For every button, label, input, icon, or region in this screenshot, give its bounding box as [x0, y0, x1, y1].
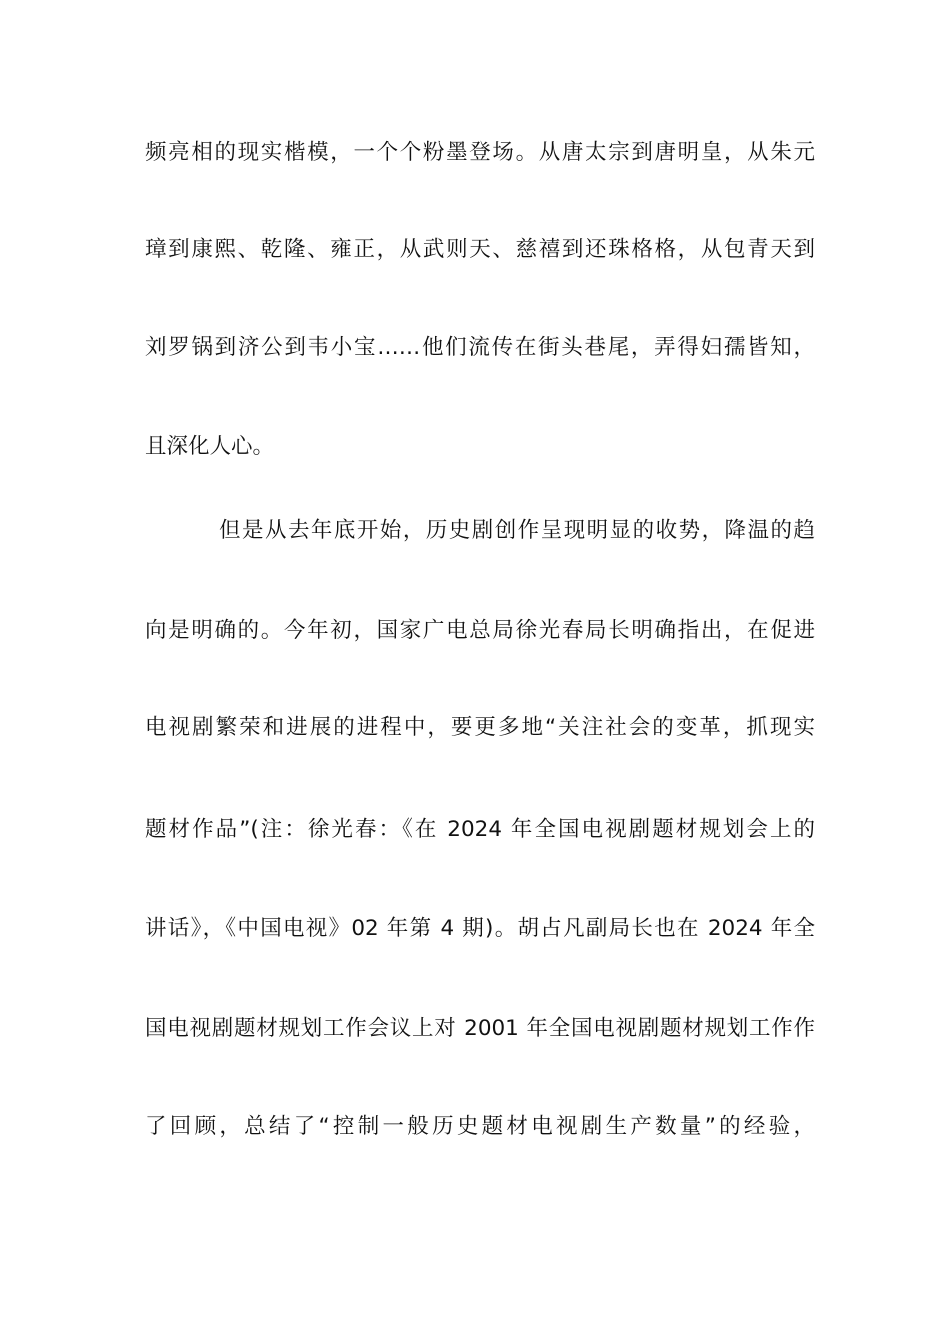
text-line: 向是明确的。今年初，国家广电总局徐光春局长明确指出，在促进 — [145, 618, 815, 643]
text-line: 频亮相的现实楷模，一个个粉墨登场。从唐太宗到唐明皇，从朱元 — [145, 140, 815, 165]
text-line: 国电视剧题材规划工作会议上对 2001 年全国电视剧题材规划工作作 — [145, 1016, 815, 1041]
paragraph-first-line: 但是从去年底开始，历史剧创作呈现明显的收势，降温的趋 — [219, 518, 815, 543]
text-line: 璋到康熙、乾隆、雍正，从武则天、慈禧到还珠格格，从包青天到 — [145, 237, 815, 262]
text-line: 且深化人心。 — [145, 434, 275, 459]
text-line: 刘罗锅到济公到韦小宝……他们流传在街头巷尾，弄得妇孺皆知， — [145, 335, 815, 360]
text-line: 讲话》，《中国电视》02 年第 4 期)。胡占凡副局长也在 2024 年全 — [145, 916, 815, 941]
text-line: 了回顾，总结了“控制一般历史题材电视剧生产数量”的经验， — [145, 1114, 815, 1139]
text-line: 题材作品”(注：徐光春：《在 2024 年全国电视剧题材规划会上的 — [145, 817, 815, 842]
text-line: 电视剧繁荣和进展的进程中，要更多地“关注社会的变革，抓现实 — [145, 715, 815, 740]
